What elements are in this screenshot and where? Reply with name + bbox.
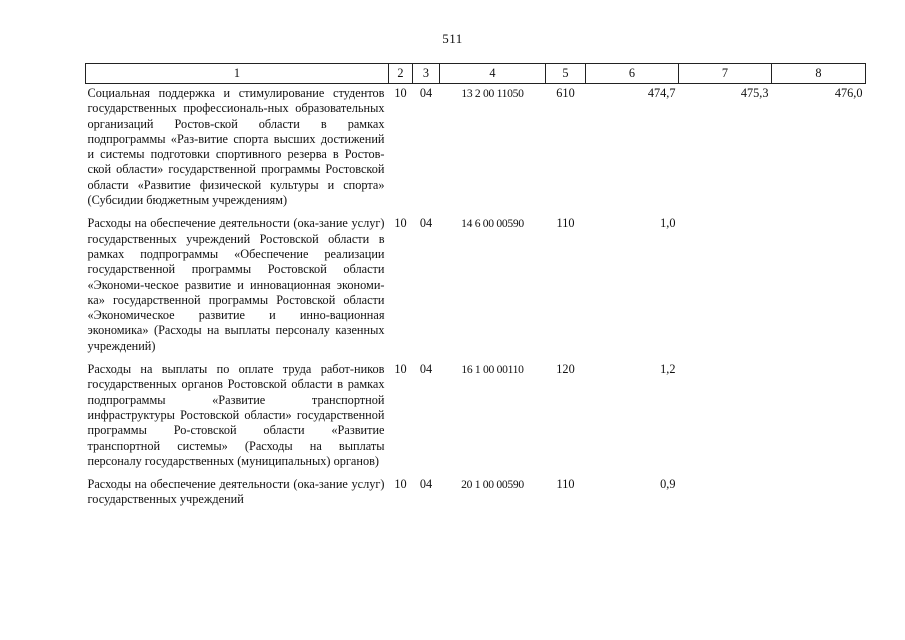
row-target-code: 13 2 00 11050 [461, 87, 524, 100]
row-description: Социальная поддержка и стимулирование студентов государственных профессиональ-ных образовательных организаций Ростов-ской области в рамках подпрограммы «Раз-витие спорта высших достижений и системы подготовки спортивного резерва в Ростов-ской области» государственной программы Ростовской области «Развитие физической культуры и спорта» (Субсидии бюджетным учреждениям) [87, 86, 385, 208]
row-amount-1: 474,7 [647, 86, 676, 100]
row-amount-3 [772, 362, 866, 477]
row-description: Расходы на обеспечение деятельности (ока-зание услуг) государственных учреждений Ростовской области в рамках подпрограммы «Обеспечение реализации государственной программы Ростовской области «Экономи-ческое развитие и инновационная экономи-ка» государственной программы Ростовской области «Экономическое развитие и инно-вационная экономика» (Расходы на выплаты персоналу казенных учреждений) [87, 216, 385, 353]
col-header-7: 7 [679, 64, 772, 84]
row-amount-1: 1,0 [660, 216, 676, 231]
row-target-code: 14 6 00 00590 [461, 217, 524, 231]
row-amount-2 [679, 216, 772, 362]
col-header-3: 3 [413, 64, 440, 84]
row-amount-3 [772, 216, 866, 362]
row-description: Расходы на выплаты по оплате труда работ-ников государственных органов Ростовской области в рамках подпрограммы «Развитие транспортной инфраструктуры Ростовской области» государственной программы Ро-стовской области «Развитие транспортной системы» (Расходы на выплаты персоналу государственных (муниципальных) органов) [87, 362, 385, 468]
page-number: 511 [442, 31, 463, 46]
row-expense-type: 110 [556, 216, 575, 231]
col-header-6: 6 [586, 64, 679, 84]
row-amount-3 [772, 477, 866, 516]
budget-table [85, 63, 866, 516]
col-header-4: 4 [440, 64, 546, 84]
row-subsection: 04 [419, 216, 433, 231]
table-row [86, 362, 866, 477]
row-target-code: 20 1 00 00590 [461, 478, 524, 492]
row-section: 10 [394, 86, 407, 100]
row-description: Расходы на обеспечение деятельности (ока-зание услуг) государственных учреждений [87, 477, 385, 507]
table-row [86, 216, 866, 362]
row-subsection: 04 [419, 477, 433, 492]
row-section: 10 [394, 477, 407, 492]
row-section: 10 [394, 216, 407, 231]
row-subsection: 04 [419, 362, 433, 377]
col-header-2: 2 [389, 64, 413, 84]
header-row [86, 64, 866, 84]
row-expense-type: 610 [556, 86, 575, 100]
row-amount-2 [679, 362, 772, 477]
row-amount-3: 476,0 [834, 86, 863, 100]
col-header-1: 1 [86, 64, 389, 84]
row-subsection: 04 [419, 86, 433, 100]
table-row [86, 84, 866, 217]
row-target-code: 16 1 00 00110 [461, 363, 524, 377]
row-expense-type: 110 [556, 477, 575, 492]
col-header-5: 5 [546, 64, 586, 84]
col-header-8: 8 [772, 64, 866, 84]
row-amount-1: 1,2 [660, 362, 676, 377]
table-row [86, 477, 866, 516]
row-amount-2 [679, 477, 772, 516]
row-expense-type: 120 [556, 362, 575, 377]
row-amount-1: 0,9 [660, 477, 676, 492]
row-section: 10 [394, 362, 407, 377]
row-amount-2: 475,3 [740, 86, 769, 100]
